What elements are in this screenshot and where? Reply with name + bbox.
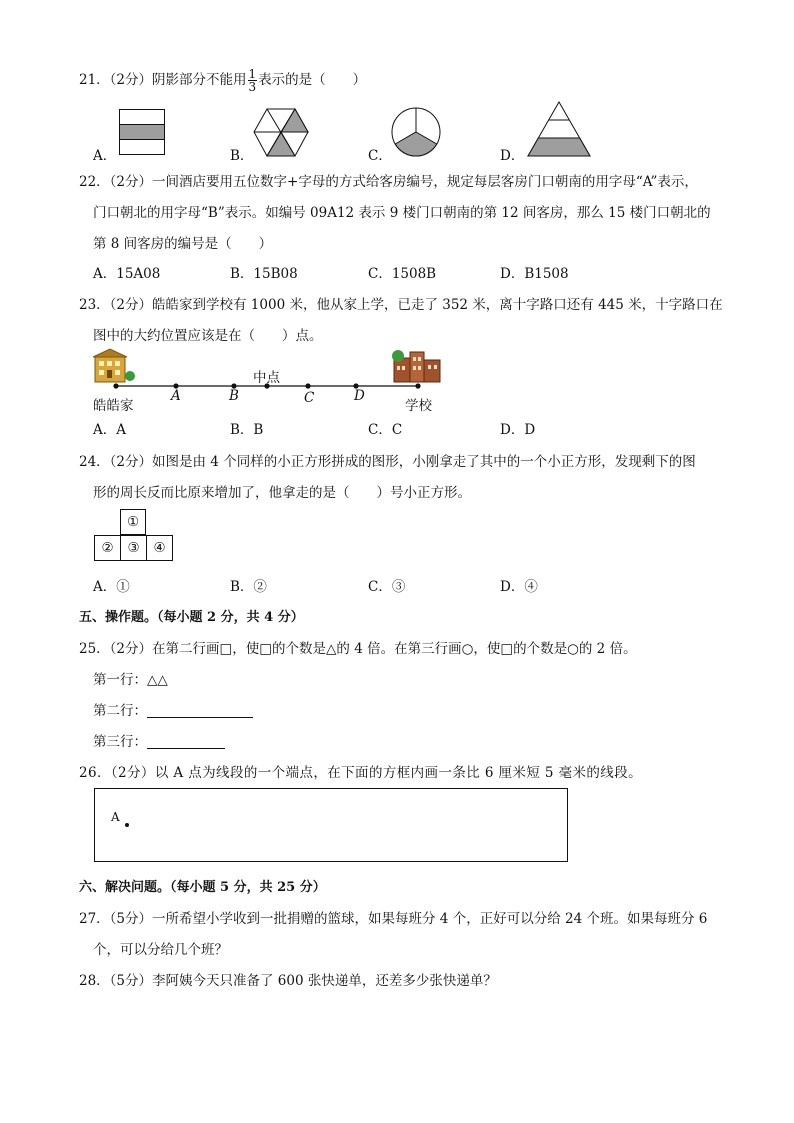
q25-row-2-answer-blank[interactable] bbox=[147, 703, 253, 718]
q25-row-3 bbox=[93, 730, 225, 750]
q24-square-1 bbox=[120, 509, 146, 535]
q23-home-label: 皓皓家 bbox=[93, 398, 134, 414]
q26-line-1: 26．（2分）以 A 点为线段的一个端点，在下面的方框内画一条比 6 厘米短 5 毫米的线段。 bbox=[79, 765, 642, 781]
q23-line-2: 图中的大约位置应该是在（ ）点。 bbox=[93, 328, 323, 344]
q23-school-label: 学校 bbox=[405, 398, 432, 414]
q28-line-1: 28．（5分）李阿姨今天只准备了 600 张快递单，还差多少张快递单？ bbox=[79, 973, 497, 989]
q21-frac-den: 3 bbox=[248, 80, 257, 94]
q21-fraction bbox=[248, 68, 258, 93]
q26-point-a-dot bbox=[125, 823, 129, 827]
section-5-heading: 五、操作题。（每小题 2 分，共 4 分） bbox=[79, 610, 304, 625]
q21-option-d[interactable]: D． bbox=[500, 148, 525, 164]
q21-option-c[interactable]: C． bbox=[368, 148, 392, 164]
q25-row-2 bbox=[93, 699, 253, 719]
q24-square-2 bbox=[94, 535, 121, 561]
q21-text-b: 表示的是（ ） bbox=[258, 72, 367, 88]
q27-line-1: 27．（5分）一所希望小学收到一批捐赠的篮球，如果每班分 4 个，正好可以分给 24 个班。如果每班分 6 bbox=[79, 911, 708, 927]
q23-option-c[interactable]: C．C bbox=[368, 422, 403, 438]
q21-figure-c-shaded-circle bbox=[391, 107, 441, 157]
q21-frac-num: 1 bbox=[248, 67, 257, 81]
q24-square-3-label: ③ bbox=[127, 540, 140, 556]
q23-point-d-label: D bbox=[354, 388, 365, 404]
q25-line-1: 25．（2分）在第二行画□，使□的个数是△的 4 倍。在第三行画○，使□的个数是○的 2 倍。 bbox=[79, 641, 637, 657]
q25-row-1: 第一行：△△ bbox=[93, 672, 168, 688]
q22-line-3: 第 8 间客房的编号是（ ） bbox=[93, 236, 273, 252]
q24-option-b[interactable]: B．② bbox=[230, 579, 267, 595]
q25-row-2-label: 第二行： bbox=[93, 703, 147, 719]
q23-line-1: 23．（2分）皓皓家到学校有 1000 米，他从家上学，已走了 352 米，离十字路口还有 445 米，十字路口在 bbox=[79, 297, 723, 313]
q24-square-1-label: ① bbox=[126, 514, 140, 530]
q23-midpoint-label: 中点 bbox=[253, 370, 280, 386]
q21-figure-a-shaded-rectangle bbox=[119, 109, 165, 155]
section-6-heading: 六、解决问题。（每小题 5 分，共 25 分） bbox=[79, 880, 326, 895]
q23-option-b[interactable]: B．B bbox=[230, 422, 264, 438]
q21-stem bbox=[79, 68, 366, 93]
q21-text-a: 阴影部分不能用 bbox=[152, 72, 247, 88]
q24-option-c[interactable]: C．③ bbox=[368, 579, 406, 595]
q22-option-c[interactable]: C．1508B bbox=[368, 266, 437, 282]
q26-point-a-label: A bbox=[111, 810, 120, 824]
q25-row-3-answer-blank[interactable] bbox=[147, 734, 225, 749]
q24-line-2: 形的周长反而比原来增加了，他拿走的是（ ）号小正方形。 bbox=[93, 485, 471, 501]
q24-square-3 bbox=[120, 535, 147, 561]
school-icon bbox=[392, 350, 440, 382]
q22-option-d[interactable]: D．B1508 bbox=[500, 266, 569, 282]
q24-square-4 bbox=[146, 535, 173, 561]
q22-option-a[interactable]: A．15A08 bbox=[93, 266, 161, 282]
house-icon bbox=[93, 349, 135, 382]
q23-point-c-label: C bbox=[304, 390, 315, 406]
q23-option-a[interactable]: A．A bbox=[93, 422, 126, 438]
q22-option-b[interactable]: B．15B08 bbox=[230, 266, 298, 282]
q24-square-4-label: ④ bbox=[153, 540, 166, 556]
q21-option-a[interactable]: A． bbox=[93, 148, 117, 164]
q23-option-d[interactable]: D．D bbox=[500, 422, 536, 438]
q26-drawing-box[interactable] bbox=[94, 788, 568, 862]
q22-line-1: 22．（2分）一间酒店要用五位数字+字母的方式给客房编号，规定每层客房门口朝南的用字母“A”表示， bbox=[79, 174, 698, 190]
q25-row-3-label: 第三行： bbox=[93, 734, 147, 750]
q21-number: 21．（2分） bbox=[79, 72, 153, 88]
q23-point-b-label: B bbox=[229, 388, 239, 404]
q21-figure-d-shaded-triangle bbox=[527, 101, 591, 157]
q22-line-2: 门口朝北的用字母“B”表示。如编号 09A12 表示 9 楼门口朝南的第 12 间客房，那么 15 楼门口朝北的 bbox=[93, 205, 711, 221]
q21-option-b[interactable]: B． bbox=[230, 148, 254, 164]
q24-square-2-label: ② bbox=[101, 540, 114, 556]
q27-line-2: 个，可以分给几个班？ bbox=[93, 942, 228, 958]
q24-option-a[interactable]: A．① bbox=[93, 579, 130, 595]
q24-option-d[interactable]: D．④ bbox=[500, 579, 538, 595]
q24-line-1: 24．（2分）如图是由 4 个同样的小正方形拼成的图形，小刚拿走了其中的一个小正方形，发现剩下的图 bbox=[79, 454, 696, 470]
q23-point-a-label: A bbox=[171, 388, 181, 404]
q21-figure-b-shaded-hexagon bbox=[253, 108, 309, 158]
